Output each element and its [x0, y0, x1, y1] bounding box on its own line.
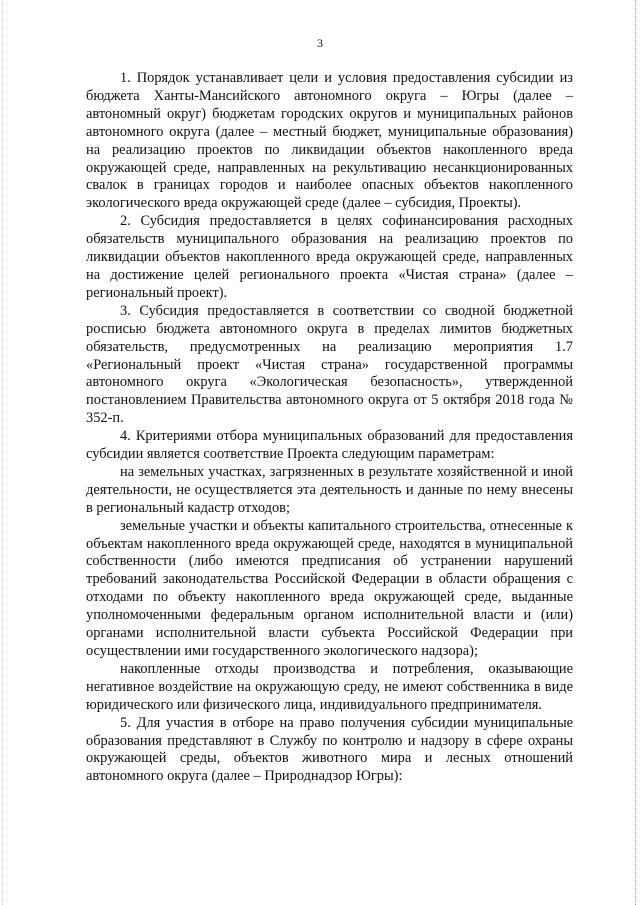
scan-edge-right: [634, 0, 636, 905]
paragraph-3-budget: 3. Субсидия предоставляется в соответствии со сводной бюджетной росписью бюджета автономного округа в пределах лимитов бюджетных обязательств, предусмотренных на реализацию мероприятия 1.7 «Региональный проект «Чистая страна» государственной программы автономного округа «Экологическая безопасность», утвержденной постановлением Правительства автономного округа от 5 октября 2018 года № 352-п.: [86, 302, 573, 427]
paragraph-4-criteria: 4. Критериями отбора муниципальных образований для предоставления субсидии является соответствие Проекта следующим параметрам:: [86, 428, 573, 463]
paragraph-2-goal: 2. Субсидия предоставляется в целях софинансирования расходных обязательств муниципального образования на реализацию проектов по ликвидации объектов накопленного вреда окружающей среде, направленных на достижение целей регионального проекта «Чистая страна» (далее – региональный проект).: [86, 213, 573, 301]
paragraph-1-purpose: 1. Порядок устанавливает цели и условия предоставления субсидии из бюджета Ханты-Мансийского автономного округа – Югры (далее – автономный округ) бюджетам городских округов и муниципальных районов автономного округа (далее – местный бюджет, муниципальные образования) на реализацию проектов по ликвидации объектов накопленного вреда окружающей среде, направленных на рекультивацию несанкционированных свалок в границах городов и наиболее опасных объектов накопленного экологического вреда окружающей среде (далее – субсидия, Проекты).: [86, 70, 573, 212]
paragraph-5-participation: 5. Для участия в отборе на право получения субсидии муниципальные образования представляют в Службу по контролю и надзору в сфере охраны окружающей среды, объектов животного мира и лесных отношений автономного округа (далее – Природнадзор Югры):: [86, 714, 573, 785]
criterion-land-plots: на земельных участках, загрязненных в результате хозяйственной и иной деятельности, не осуществляется эта деятельность и данные по нему внесены в региональный кадастр отходов;: [86, 463, 573, 516]
criterion-municipal-property: земельные участки и объекты капитального строительства, отнесенные к объектам накопленного вреда окружающей среде, находятся в муниципальной собственности (либо имеются предписания об устранении нарушений требований законодательства Российской Федерации в области обращения с отходами по объекту накопленного вреда окружающей среде, выданные уполномоченными федеральным органом исполнительной власти и (или) органами исполнительной власти субъекта Российской Федерации при осуществлении ими государственного экологического надзора);: [86, 517, 573, 659]
document-body: [86, 70, 573, 786]
scan-edge-left: [2, 0, 4, 905]
criterion-ownerless-waste: накопленные отходы производства и потребления, оказывающие негативное воздействие на окружающую среду, не имеют собственника в виде юридического или физического лица, индивидуального предпринимателя.: [86, 660, 573, 713]
page-number: 3: [317, 36, 323, 50]
